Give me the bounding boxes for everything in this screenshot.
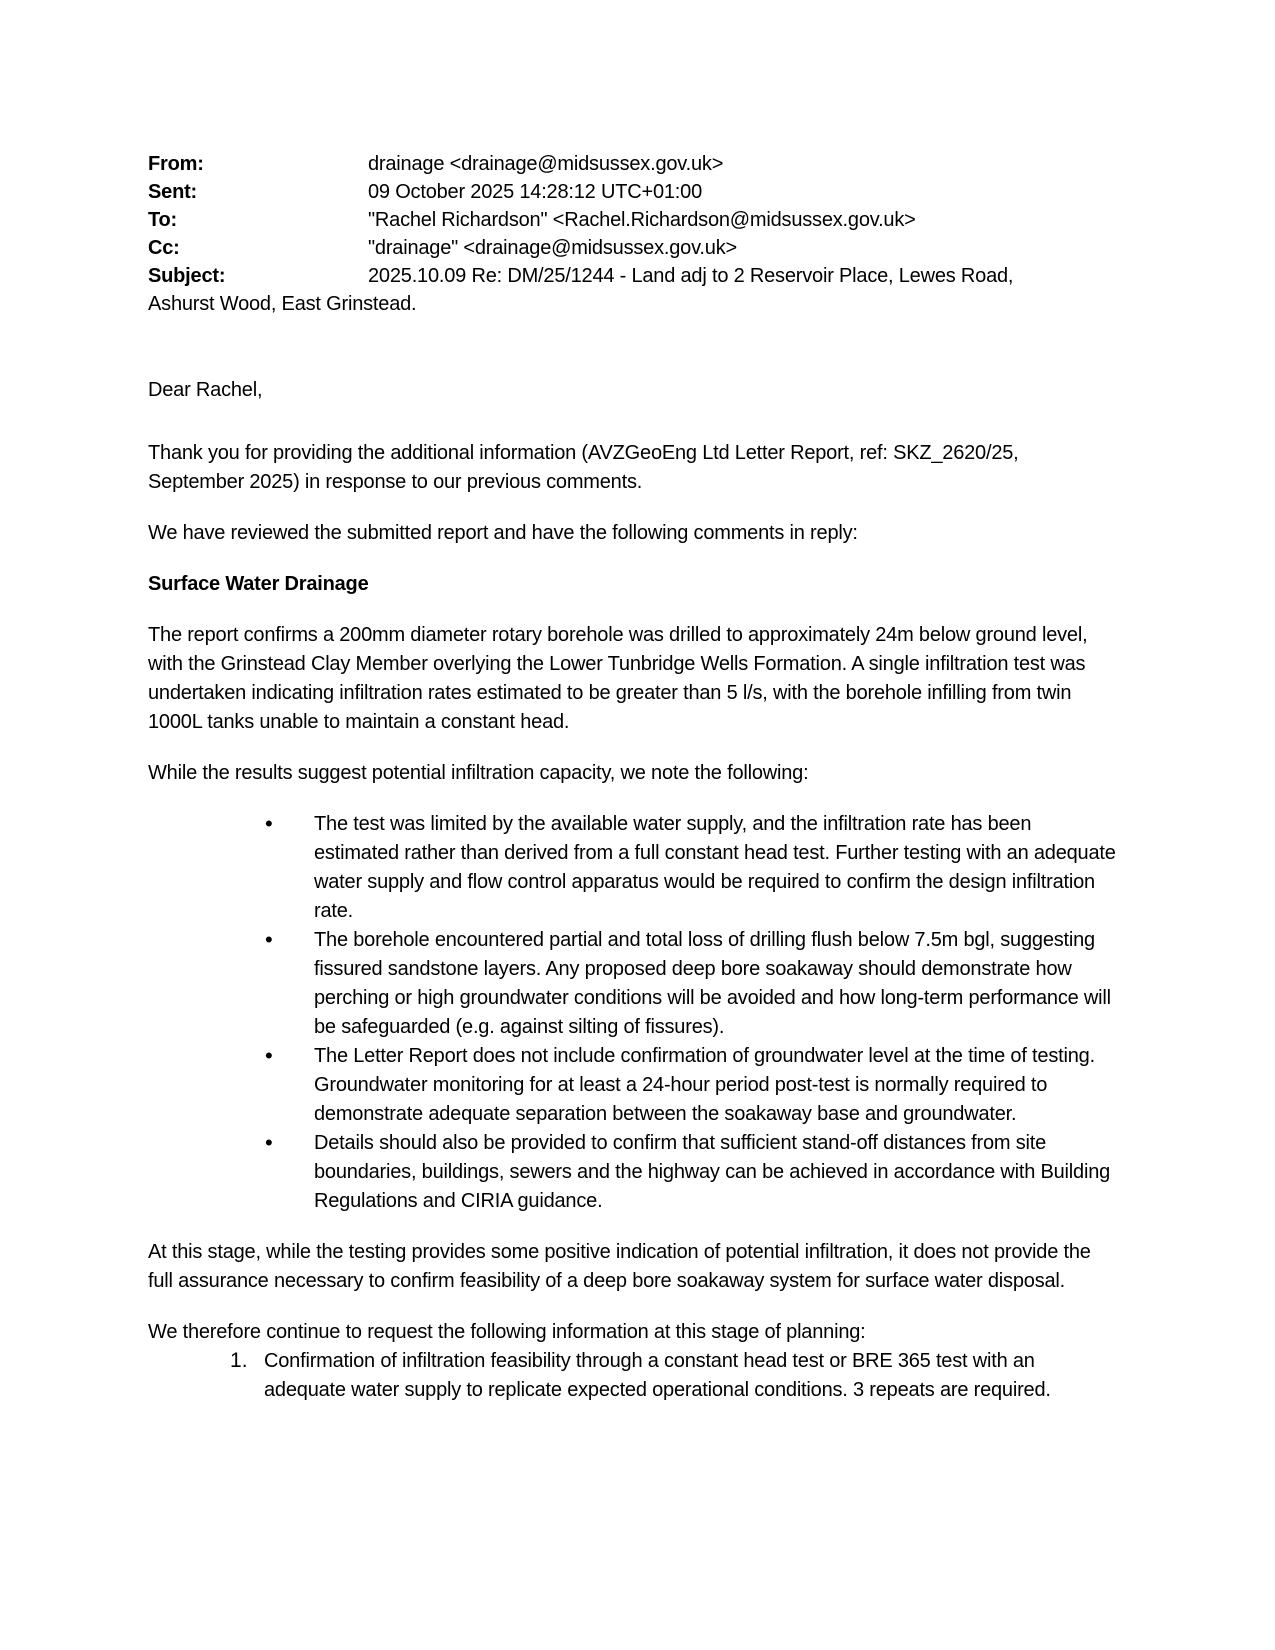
bullet-marker-icon: •	[265, 1130, 273, 1155]
paragraph-request-intro: We therefore continue to request the following information at this stage of planning:	[148, 1321, 866, 1343]
header-label-subject: Subject:	[148, 265, 226, 287]
header-value-from: drainage <drainage@midsussex.gov.uk>	[368, 153, 724, 175]
section-heading-surface-water-drainage: Surface Water Drainage	[148, 573, 369, 595]
header-value-to: "Rachel Richardson" <Rachel.Richardson@midsussex.gov.uk>	[368, 209, 916, 231]
header-value-subject-line2: Ashurst Wood, East Grinstead.	[148, 293, 417, 315]
bullet-item-text: The Letter Report does not include confirmation of groundwater level at the time of testing. Groundwater monitoring for at least a 24-hour period post-test is normally required to demonstrate adequate separation between the soakaway base and groundwater.	[314, 1045, 1095, 1125]
bullet-item-water-supply	[265, 810, 1116, 926]
email-header-row-sent	[148, 178, 1116, 206]
header-value-subject-line1: 2025.10.09 Re: DM/25/1244 - Land adj to 2 Reservoir Place, Lewes Road,	[368, 265, 1014, 287]
email-header-row-to	[148, 206, 1116, 234]
bullet-item-groundwater-level	[265, 1042, 1116, 1129]
bullet-item-drilling-flush	[265, 926, 1116, 1042]
numbered-item-text: Confirmation of infiltration feasibility through a constant head test or BRE 365 test with an adequate water supply to replicate expected operational conditions. 3 repeats are required.	[264, 1350, 1051, 1401]
email-header-row-from	[148, 150, 1116, 178]
salutation: Dear Rachel,	[148, 379, 263, 401]
bullet-item-text: Details should also be provided to confirm that sufficient stand-off distances from site boundaries, buildings, sewers and the highway can be achieved in accordance with Building Regulations and CIRIA guidance.	[314, 1132, 1111, 1212]
paragraph-reviewed: We have reviewed the submitted report and have the following comments in reply:	[148, 522, 858, 544]
bullet-item-stand-off-distances	[265, 1129, 1116, 1216]
paragraph-report-summary: The report confirms a 200mm diameter rotary borehole was drilled to approximately 24m below ground level, with the Grinstead Clay Member overlying the Lower Tunbridge Wells Formation. A single infiltration test was undertaken indicating infiltration rates estimated to be greater than 5 l/s, with the borehole infilling from twin 1000L tanks unable to maintain a constant head.	[148, 624, 1088, 733]
bullet-item-text: The test was limited by the available water supply, and the infiltration rate has been estimated rather than derived from a full constant head test. Further testing with an adequate water supply and flow control apparatus would be required to confirm the design infiltration rate.	[314, 813, 1116, 922]
email-header-block	[148, 150, 1116, 318]
comment-bullet-list	[148, 810, 1116, 1216]
header-label-cc: Cc:	[148, 237, 180, 259]
header-value-sent: 09 October 2025 14:28:12 UTC+01:00	[368, 181, 702, 203]
bullet-marker-icon: •	[265, 927, 273, 952]
paragraph-thanks: Thank you for providing the additional information (AVZGeoEng Ltd Letter Report, ref: SKZ_2620/25, September 2025) in response to our previous comments.	[148, 442, 1019, 493]
request-numbered-list	[148, 1347, 1116, 1405]
email-header-row-cc	[148, 234, 1116, 262]
bullet-marker-icon: •	[265, 811, 273, 836]
header-label-to: To:	[148, 209, 178, 231]
bullet-item-text: The borehole encountered partial and total loss of drilling flush below 7.5m bgl, suggesting fissured sandstone layers. Any proposed deep bore soakaway should demonstrate how perching or high groundwater conditions will be avoided and how long-term performance will be safeguarded (e.g. against silting of fissures).	[314, 929, 1111, 1038]
header-value-cc: "drainage" <drainage@midsussex.gov.uk>	[368, 237, 737, 259]
header-label-from: From:	[148, 153, 204, 175]
email-header-row-subject	[148, 262, 1116, 318]
bullet-marker-icon: •	[265, 1043, 273, 1068]
paragraph-while-results: While the results suggest potential infiltration capacity, we note the following:	[148, 762, 809, 784]
paragraph-at-this-stage: At this stage, while the testing provides some positive indication of potential infiltration, it does not provide the full assurance necessary to confirm feasibility of a deep bore soakaway system for surface water disposal.	[148, 1241, 1091, 1292]
numbered-item-infiltration-feasibility	[264, 1347, 1116, 1405]
header-label-sent: Sent:	[148, 181, 198, 203]
